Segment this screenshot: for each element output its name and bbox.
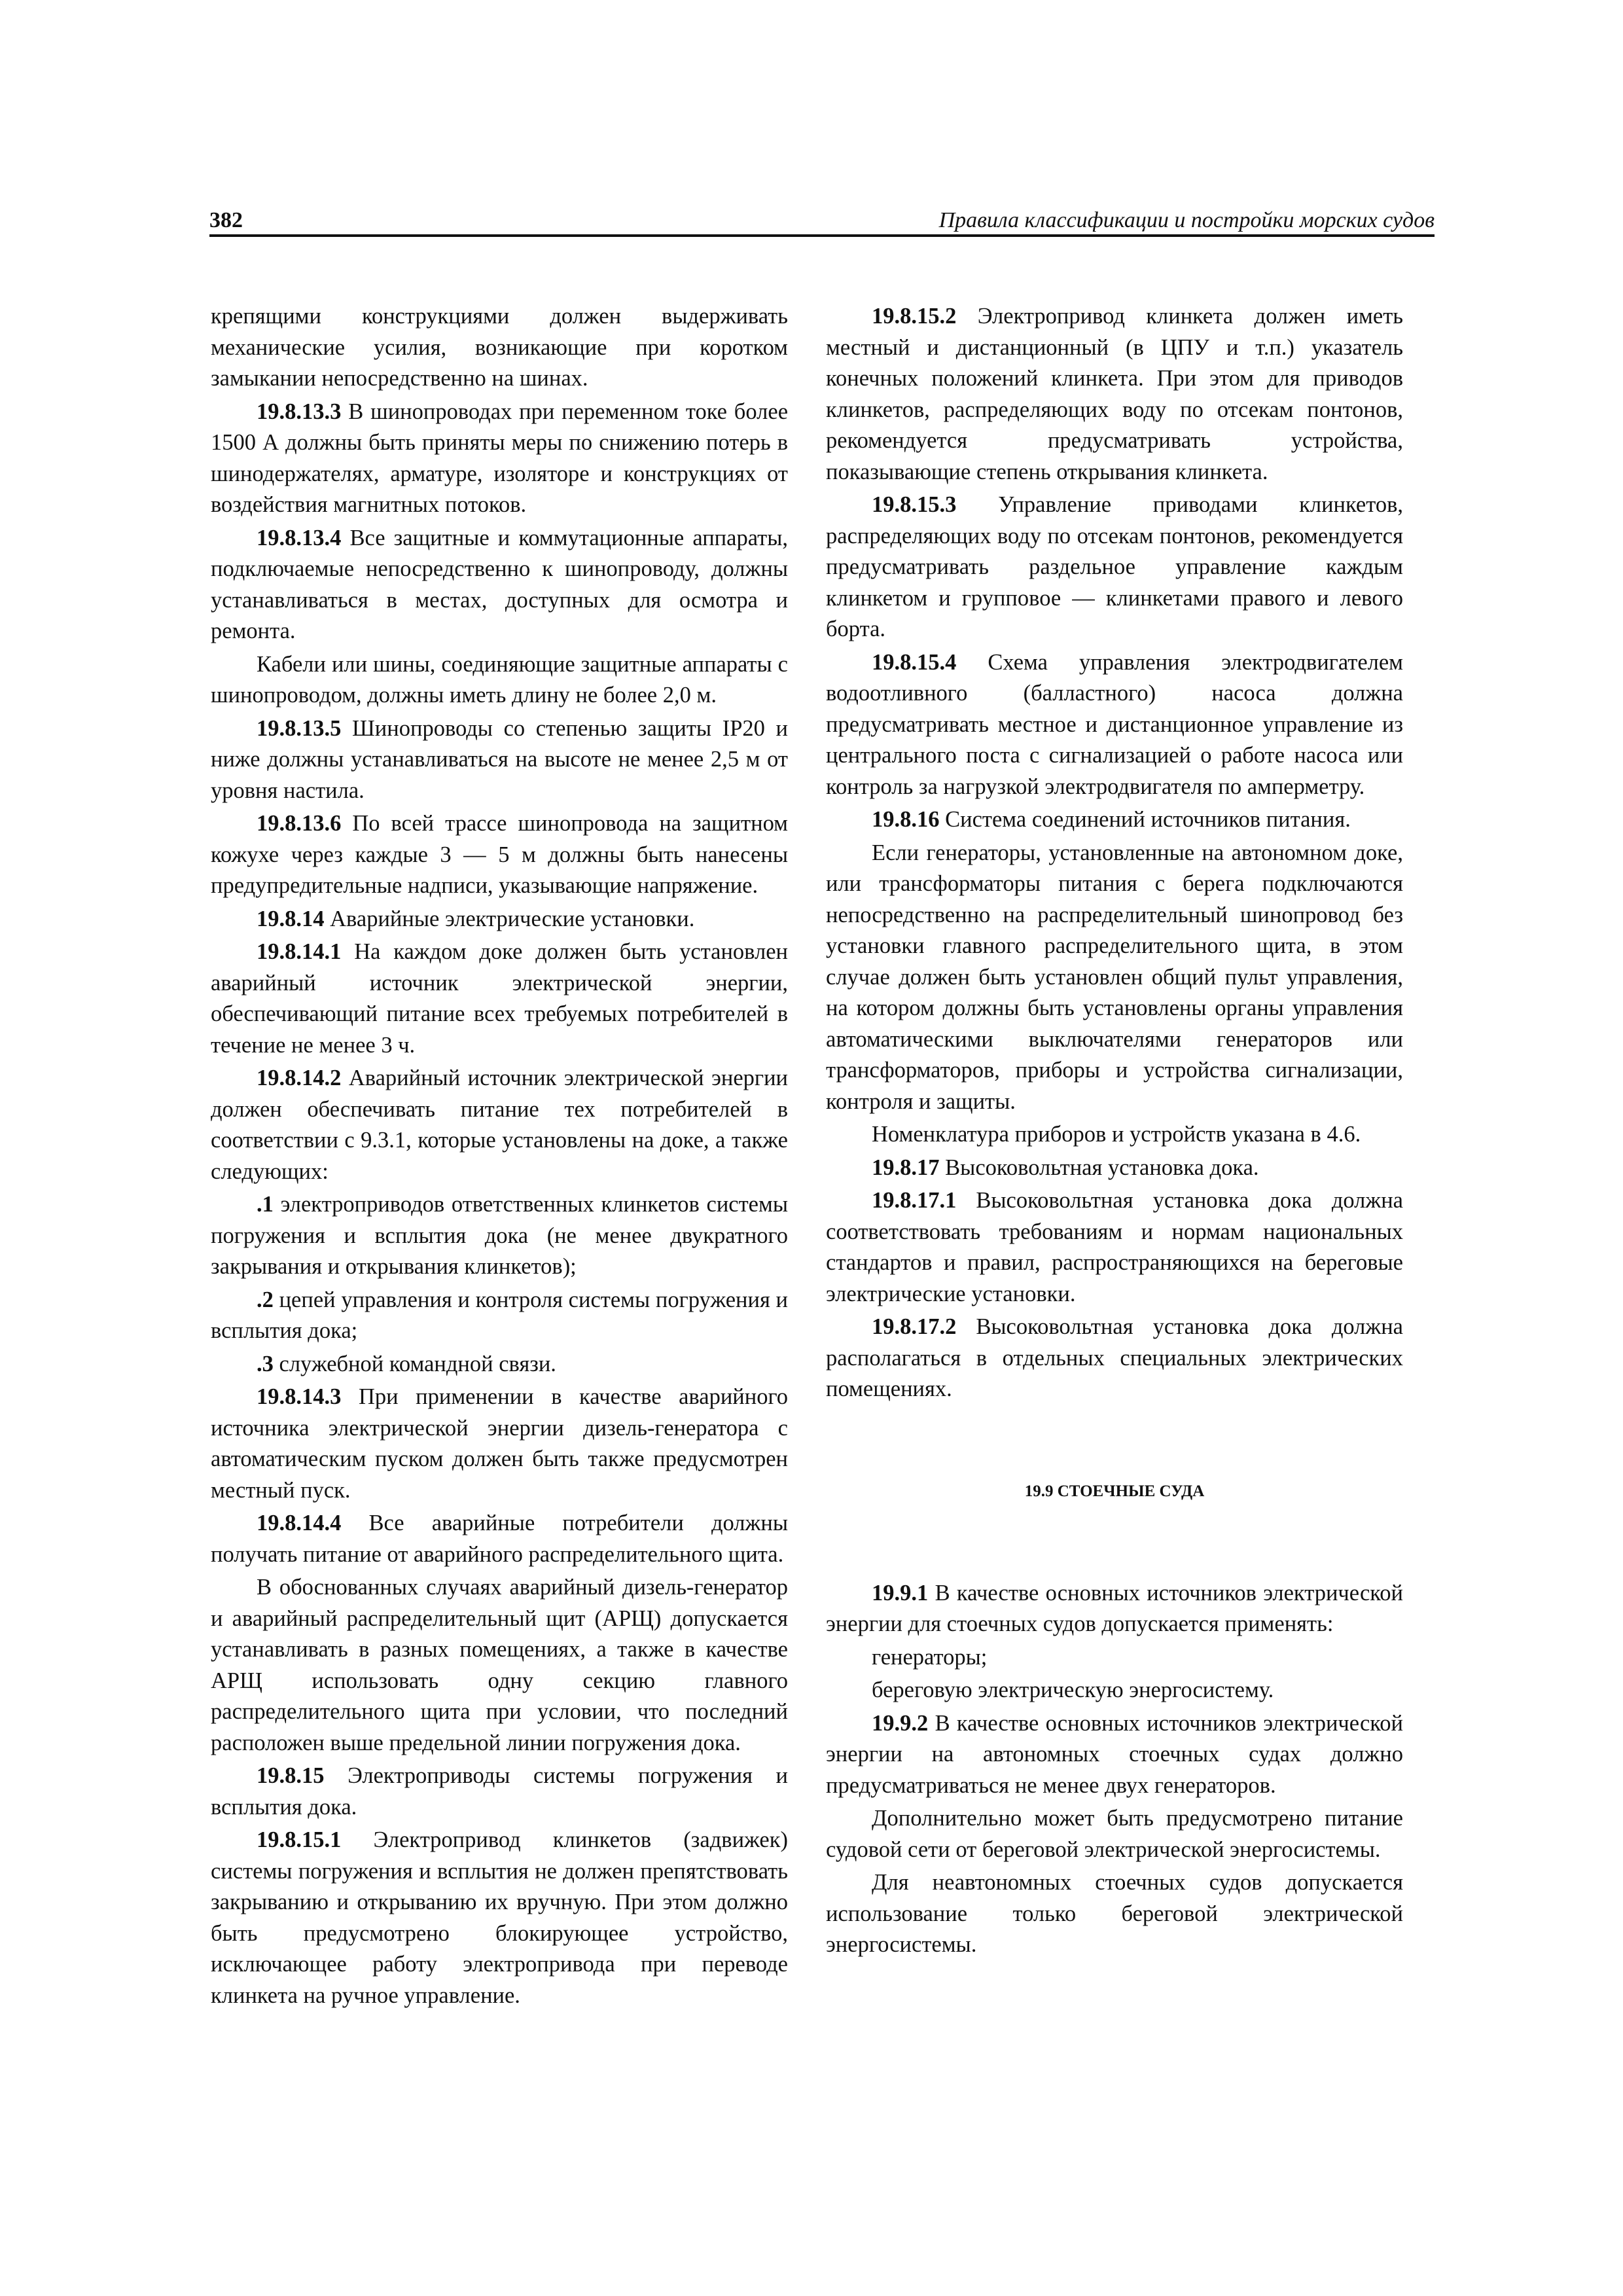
clause-number: 19.8.14 (257, 906, 325, 931)
paragraph: Если генераторы, установленные на автономном доке, или трансформаторы питания с берега подключаются непосредственно на распределительный шинопровод без установки главного распределительного щита, в этом случае должен быть установлен общий пульт управления, на котором должны быть установлены органы управления автоматическими выключателями генераторов или трансформаторов, приборы и устройства сигнализации, контроля и защиты. (826, 840, 1403, 1114)
item-number: .3 (257, 1351, 274, 1376)
clause-number: 19.8.13.3 (257, 399, 342, 424)
paragraph: 19.8.13.4 Все защитные и коммутационные аппараты, подключаемые непосредственно к шинопроводу, должны устанавливаться в местах, доступных для осмотра и ремонта. (211, 525, 789, 643)
clause-number: 19.8.14.4 (257, 1511, 342, 1535)
clause-number: 19.8.14.2 (257, 1066, 342, 1090)
paragraph: 19.8.15.3 Управление приводами клинкетов, распределяющих воду по отсекам понтонов, рекомендуется предусматривать раздельное управление каждым клинкетом и групповое — клинкетами правого и левого борта. (826, 492, 1404, 641)
clause-heading: 19.8.16 Система соединений источников питания. (872, 807, 1351, 832)
paragraph: 19.9.2 В качестве основных источников электрической энергии на автономных стоечных судах должно предусматриваться не менее двух генераторов. (826, 1710, 1403, 1798)
paragraph: 19.8.13.3 В шинопроводах при переменном токе более 1500 А должны быть приняты меры по снижению потерь в шинодержателях, арматуре, изоляторе и конструкциях от воздействия магнитных потоков. (211, 399, 789, 517)
paragraph: Дополнительно может быть предусмотрено питание судовой сети от береговой электрической энергосистемы. (826, 1806, 1403, 1862)
clause-number: 19.8.15.4 (872, 649, 957, 675)
right-column (826, 301, 1403, 1963)
clause-number: 19.9.2 (872, 1710, 929, 1736)
paragraph: 19.8.14.3 При применении в качестве аварийного источника электрической энергии дизель-генератора с автоматическим пуском должен быть также предусмотрен местный пуск. (211, 1384, 789, 1503)
clause-number: 19.8.15.3 (872, 492, 957, 517)
left-column (211, 301, 788, 2013)
paragraph: 19.8.14.2 Аварийный источник электрической энергии должен обеспечивать питание тех потребителей в соответствии с 9.3.1, которые установлены на доке, а также следующих: (211, 1066, 788, 1184)
paragraph: 19.8.17.1 Высоковольтная установка дока должна соответствовать требованиям и нормам национальных стандартов и правил, распространяющихся на береговые электрические установки. (826, 1188, 1403, 1306)
paragraph: В обоснованных случаях аварийный дизель-генератор и аварийный распределительный щит (АРЩ) допускается устанавливать в разных помещениях, а также в качестве АРЩ использовать одну секцию главного распределительного щита при условии, что последний расположен выше предельной линии погружения дока. (211, 1575, 788, 1755)
clause-heading: 19.8.17 Высоковольтная установка дока. (872, 1155, 1259, 1180)
paragraph: крепящими конструкциями должен выдерживать механические усилия, возникающие при коротком замыкании непосредственно на шинах. (211, 304, 788, 391)
clause-number: 19.8.15.1 (257, 1827, 342, 1852)
paragraph: 19.8.14.1 На каждом доке должен быть установлен аварийный источник электрической энергии, обеспечивающий питание всех требуемых потребителей в течение не менее 3 ч. (211, 939, 789, 1058)
paragraph: 19.8.13.6 По всей трассе шинопровода на защитном кожухе через каждые 3 — 5 м должны быть нанесены предупредительные надписи, указывающие напряжение. (211, 811, 789, 898)
clause-number: 19.8.13.6 (257, 811, 342, 836)
clause-number: 19.8.17.2 (872, 1314, 957, 1339)
clause-number: 19.8.13.5 (257, 715, 342, 741)
clause-number: 19.8.17.1 (872, 1188, 957, 1213)
clause-heading: 19.8.15 Электроприводы системы погружения и всплытия дока. (211, 1763, 788, 1820)
list-item: .1 электроприводов ответственных клинкетов системы погружения и всплытия дока (не менее двукратного закрывания и открывания клинкетов); (211, 1192, 788, 1279)
header-rule (209, 234, 1435, 237)
paragraph: Номенклатура приборов и устройств указана в 4.6. (872, 1122, 1361, 1147)
item-number: .2 (257, 1287, 274, 1312)
paragraph: береговую электрическую энергосистему. (872, 1677, 1274, 1702)
paragraph: 19.8.15.2 Электропривод клинкета должен иметь местный и дистанционный (в ЦПУ и т.п.) указатель конечных положений клинкета. При этом для приводов клинкетов, распределяющих воду по отсекам понтонов, рекомендуется предусматривать устройства, показывающие степень открывания клинкета. (826, 304, 1404, 484)
clause-number: 19.9.1 (872, 1580, 929, 1605)
paragraph: 19.8.15.1 Электропривод клинкетов (задвижек) системы погружения и всплытия не должен препятствовать закрыванию и открыванию их вручную. При этом должно быть предусмотрено блокирующее устройство, исключающее работу электропривода при переводе клинкета на ручное управление. (211, 1827, 788, 2008)
clause-number: 19.8.14.3 (257, 1384, 342, 1409)
list-item: .2 цепей управления и контроля системы погружения и всплытия дока; (211, 1287, 788, 1343)
paragraph: 19.8.17.2 Высоковольтная установка дока должна располагаться в отдельных специальных электрических помещениях. (826, 1314, 1403, 1401)
page-header (209, 208, 1435, 233)
clause-number: 19.8.14.1 (257, 939, 342, 964)
clause-number: 19.8.15.2 (872, 304, 957, 329)
paragraph: 19.9.1 В качестве основных источников электрической энергии для стоечных судов допускается применять: (826, 1580, 1403, 1636)
running-title: Правила классификации и постройки морских судов (938, 208, 1435, 232)
clause-heading: 19.8.14 Аварийные электрические установки. (257, 906, 695, 931)
paragraph: 19.8.14.4 Все аварийные потребители должны получать питание от аварийного распределительного щита. (211, 1511, 788, 1567)
paragraph: 19.8.13.5 Шинопроводы со степенью защиты IP20 и ниже должны устанавливаться на высоте не менее 2,5 м от уровня настила. (211, 715, 788, 803)
section-title: 19.9 СТОЕЧНЫЕ СУДА (1024, 1482, 1205, 1500)
list-item: .3 служебной командной связи. (257, 1351, 556, 1376)
clause-number: 19.8.16 (872, 807, 940, 832)
page-number: 382 (209, 208, 243, 232)
paragraph: генераторы; (872, 1644, 988, 1670)
paragraph: Для неавтономных стоечных судов допускается использование только береговой электрической энергосистемы. (826, 1870, 1403, 1957)
clause-number: 19.8.13.4 (257, 525, 342, 550)
paragraph: 19.8.15.4 Схема управления электродвигателем водоотливного (балластного) насоса должна предусматривать местное и дистанционное управление из центрального поста с сигнализацией о работе насоса или контроль за нагрузкой электродвигателя по амперметру. (826, 649, 1403, 799)
paragraph: Кабели или шины, соединяющие защитные аппараты с шинопроводом, должны иметь длину не более 2,0 м. (211, 651, 788, 708)
item-number: .1 (257, 1192, 274, 1217)
clause-number: 19.8.15 (257, 1763, 325, 1788)
clause-number: 19.8.17 (872, 1155, 940, 1180)
